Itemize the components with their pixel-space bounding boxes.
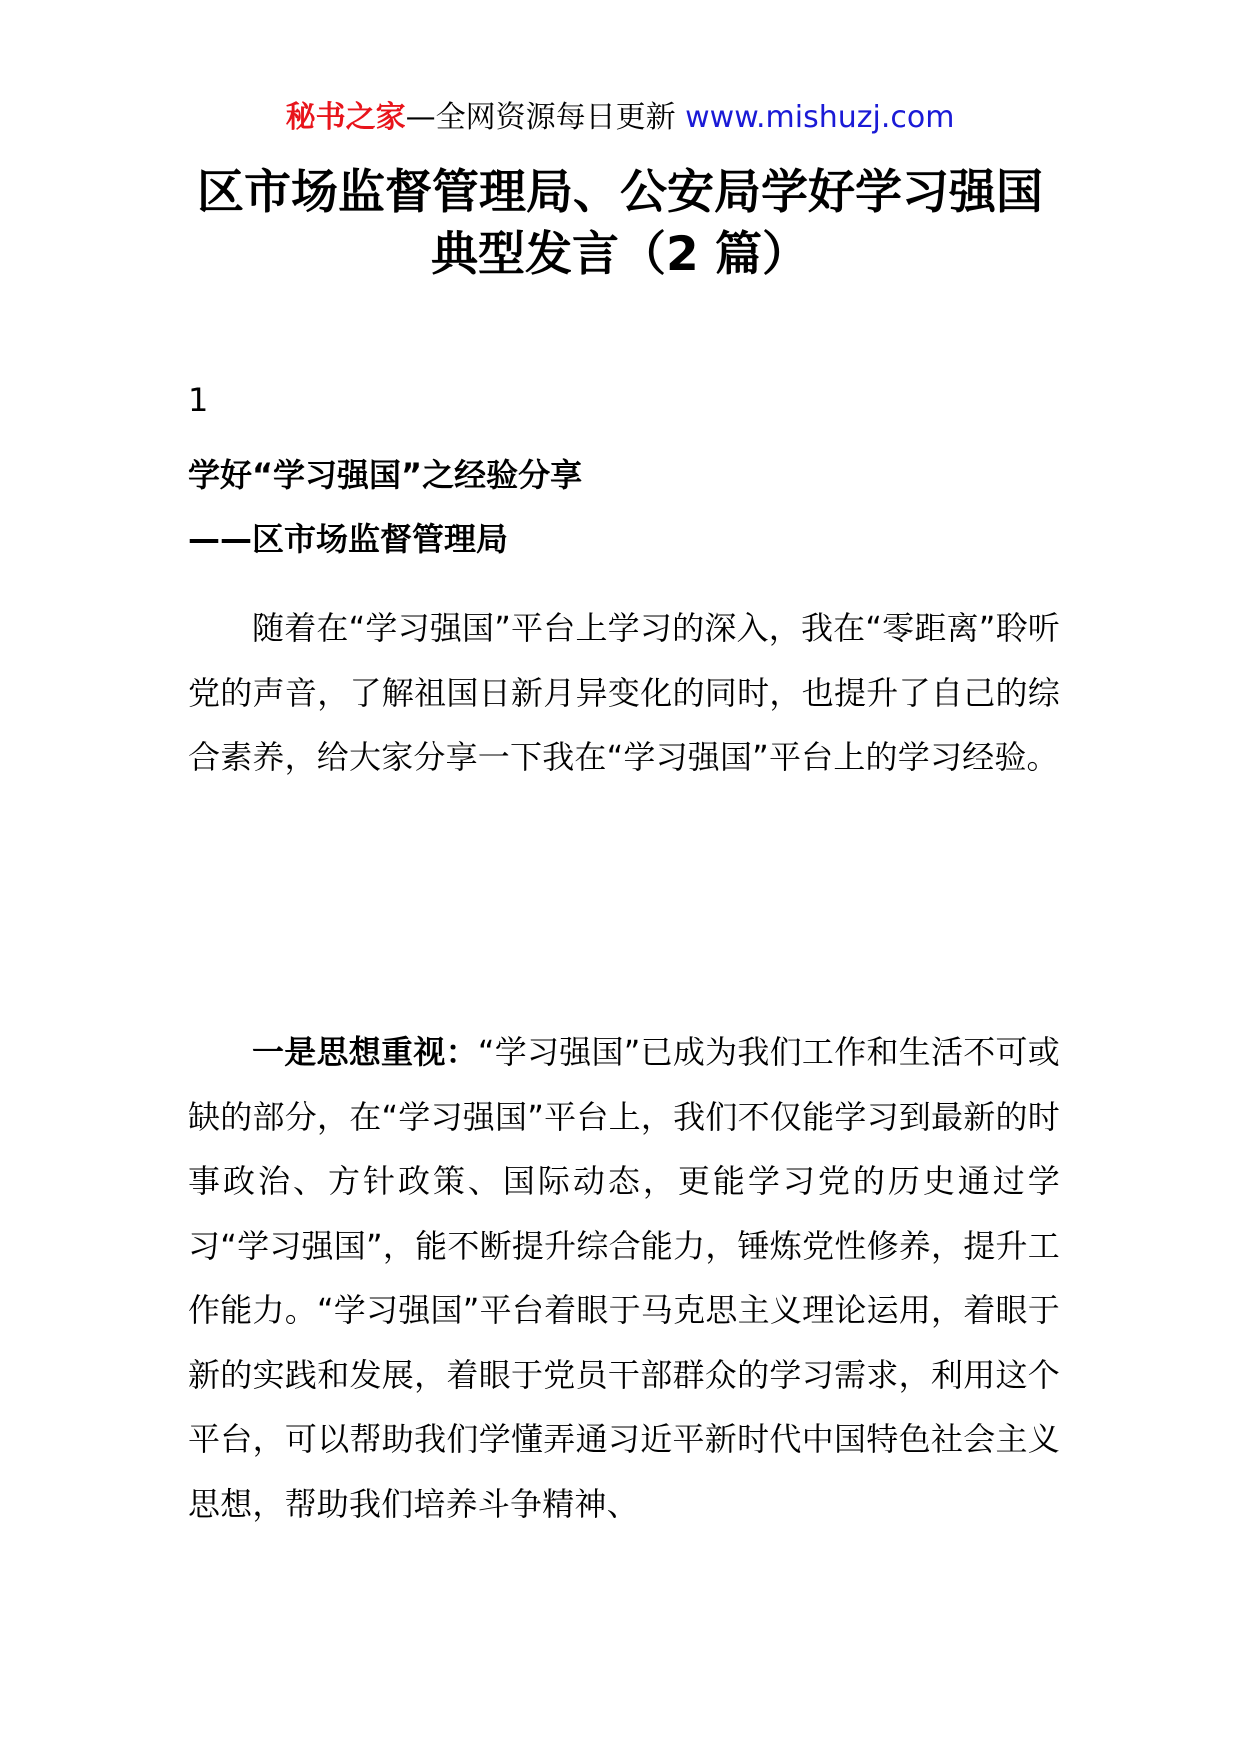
intro-paragraph: 随着在“学习强国”平台上学习的深入，我在“零距离”聆听党的声音，了解祖国日新月异变化的同时，也提升了自己的综合素养，给大家分享一下我在“学习强国”平台上的学习经验。 xyxy=(188,609,1060,776)
point-1-lead: 一是思想重视： xyxy=(252,1033,478,1071)
site-header xyxy=(0,98,1240,138)
site-tagline: —全网资源每日更新 xyxy=(405,100,686,135)
section-subtitle: ——区市场监督管理局 xyxy=(188,520,509,558)
section-title: 学好“学习强国”之经验分享 xyxy=(188,456,583,494)
document-title xyxy=(0,162,1240,286)
section-number: 1 xyxy=(188,381,209,419)
site-url: www.mishuzj.com xyxy=(685,100,955,135)
document-title-line-1: 区市场监督管理局、公安局学好学习强国 xyxy=(197,165,1043,220)
section-heading xyxy=(188,443,1060,571)
brand-name: 秘书之家 xyxy=(285,100,406,135)
point-1-paragraph xyxy=(188,1020,1060,1536)
document-title-line-2: 典型发言（2 篇） xyxy=(430,227,810,282)
point-1-body: “学习强国”已成为我们工作和生活不可或缺的部分，在“学习强国”平台上，我们不仅能学习到最新的时事政治、方针政策、国际动态，更能学习党的历史通过学习“学习强国”，能不断提升综合能力，锤炼党性修养，提升工作能力。“学习强国”平台着眼于马克思主义理论运用，着眼于新的实践和发展，着眼于党员干部群众的学习需求，利用这个平台，可以帮助我们学懂弄通习近平新时代中国特色社会主义思想，帮助我们培养斗争精神、 xyxy=(188,1033,1060,1523)
